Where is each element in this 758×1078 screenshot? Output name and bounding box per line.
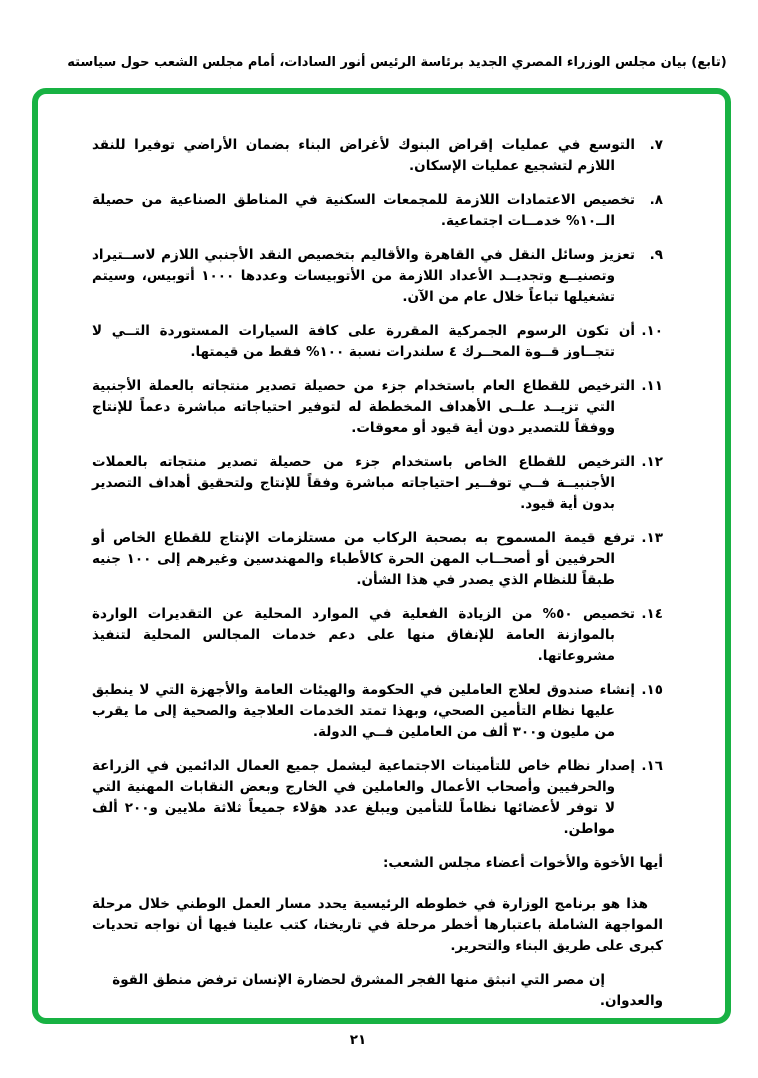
list-item-text: ترفع قيمة المسموح به بصحبة الركاب من مستلزمات الإنتاج للقطاع الخاص أو الحرفيين أو أصحــاب المهن الحرة كالأطباء والمهندسين وغيرهم إلى ١٠٠ جنيه طبقاً للنظام الذي يصدر في هذا الشأن. [92,530,635,588]
list-item-number: ١٣. [641,530,663,546]
final-statement-line: إن مصر التي انبثق منها الفجر المشرق لحضارة الإنسان ترفض منطق القوة والعدوان. [112,972,663,1009]
list-item-number: ١٥. [641,682,663,698]
list-item [92,452,663,515]
list-item-text: تخصيص ٥٠% من الزيادة الفعلية في الموارد المحلية عن التقديرات الواردة بالموازنة العامة للإنفاق منها على دعم خدمات المجالس المحلية لتنفيذ مشروعاتها. [92,606,635,664]
list-item-number: ٩. [649,247,663,263]
list-item-number: ٨. [649,192,663,208]
list-item-text: إصدار نظام خاص للتأمينات الاجتماعية ليشمل جميع العمال الدائمين في الزراعة والحرفيين وأصحاب الأعمال والعاملين في الخارج وبعض النقابات المهنية التي لا توفر لأعضائها نظاماً للتأمين ويبلغ عدد هؤلاء جميعاً ثلاثة ملايين و٢٠٠ ألف مواطن. [92,758,635,837]
page-header-title: (تابع) بيان مجلس الوزراء المصري الجديد برئاسة الرئيس أنور السادات، أمام مجلس الشعب حول سياسته [67,55,727,70]
list-item [92,245,663,308]
list-item-text: تعزيز وسائل النقل في القاهرة والأقاليم بتخصيص النقد الأجنبي اللازم لاســتيراد وتصنيــع وتجديــد الأعداد اللازمة من الأتوبيسات وعددها ١٠٠٠ أتوبيس، وسيتم تشغيلها تباعاً خلال عام من الآن. [92,247,635,305]
green-border-frame [32,88,731,1024]
document-content [38,94,725,1012]
list-item [92,528,663,591]
list-item-number: ١٤. [641,606,663,622]
list-item [92,756,663,840]
closing-paragraph: هذا هو برنامج الوزارة في خطوطه الرئيسية يحدد مسار العمل الوطني خلال مرحلة المواجهة الشاملة باعتبارها أخطر مرحلة في تاريخنا، كتب علينا فيها أن نواجه تحديات كبرى على طريق البناء والتحرير. [92,896,663,954]
list-item [92,190,663,232]
page-number: ٢١ [349,1032,367,1048]
list-item [92,680,663,743]
list-item-text: إنشاء صندوق لعلاج العاملين في الحكومة والهيئات العامة والأجهزة التي لا ينطبق عليها نظام التأمين الصحي، وبهذا تمتد الخدمات العلاجية والصحية إلى ما يقرب من مليون و٣٠٠ ألف من العاملين فــي الدولة. [92,682,635,740]
list-item-text: أن تكون الرسوم الجمركية المقررة على كافة السيارات المستوردة التــي لا تتجــاوز قــوة المحــرك ٤ سلندرات نسبة ١٠٠% فقط من قيمتها. [92,323,635,360]
salutation-line: أيها الأخوة والأخوات أعضاء مجلس الشعب: [382,855,663,871]
list-item [92,321,663,363]
list-item-text: الترخيص للقطاع العام باستخدام جزء من حصيلة تصدير منتجاته بالعملة الأجنبية التي تزيــد علــى الأهداف المخططة له لتوفير احتياجاته مباشرة دعماً للإنتاج ووفقاً للتصدير دون أية قيود أو معوقات. [92,378,635,436]
list-item-number: ١٢. [641,454,663,470]
list-item-text: التوسع في عمليات إقراض البنوك لأغراض البناء بضمان الأراضي توفيرا للنقد اللازم لتشجيع عمليات الإسكان. [92,137,635,174]
list-item-number: ١٠. [641,323,663,339]
list-item-number: ٧. [649,137,663,153]
list-item-number: ١١. [641,378,663,394]
list-item [92,604,663,667]
list-item [92,376,663,439]
list-item-number: ١٦. [641,758,663,774]
list-item-text: تخصيص الاعتمادات اللازمة للمجمعات السكنية في المناطق الصناعية من حصيلة الــ١٠% خدمــات اجتماعية. [92,192,635,229]
list-item [92,135,663,177]
list-item-text: الترخيص للقطاع الخاص باستخدام جزء من حصيلة تصدير منتجاته بالعملات الأجنبيــة فــي توفــير احتياجاته مباشرة وفقاً للإنتاج ولتحقيق أهداف التصدير بدون أية قيود. [92,454,635,512]
